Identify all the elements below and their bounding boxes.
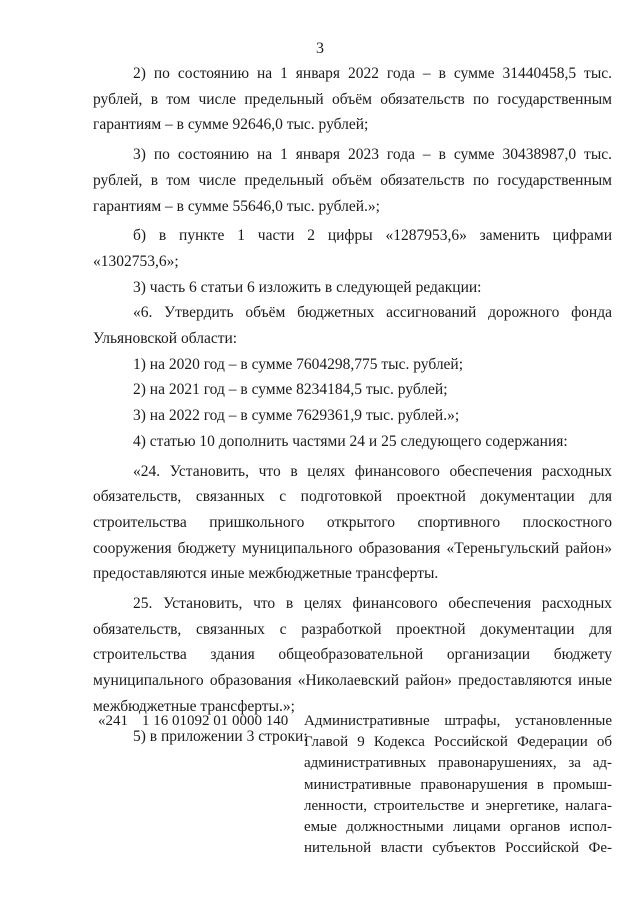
paragraph-amendment-b: б) в пункте 1 части 2 цифры «1287953,6» заменить цифрами «1302753,6»; [93, 227, 612, 270]
description-line: Административные штрафы, установленные [304, 713, 612, 729]
paragraph-debt-limit-2022: 2) по состоянию на 1 января 2022 года – в сумме 31440458,5 тыс. рублей, в том числе предельный объём обязательств по государственным гарантиям – в сумме 92646,0 тыс. рублей; [93, 65, 612, 134]
description-line: нительной власти субъектов Российской Фе- [304, 840, 612, 857]
description-line: министративные правонарушения в промыш- [304, 776, 612, 793]
paragraph-item-5: 5) в приложении 3 строки: [133, 727, 308, 745]
paragraph-item-3: 3) часть 6 статьи 6 изложить в следующей редакции: [133, 278, 482, 296]
page-number: 3 [316, 40, 324, 57]
description-line: емые должностными лицами органов испол- [304, 819, 612, 836]
paragraph-part-24: «24. Установить, что в целях финансового обеспечения расходных обязательств, связанных с подготовкой проектной документации для строительства пришкольного открытого спортивного плоскостного сооружения бюджету муниципального образования «Тереньгульский район» предоставляются иные межбюджетные трансферты. [93, 462, 612, 583]
paragraph-debt-limit-2023: 3) по состоянию на 1 января 2023 года – в сумме 30438987,0 тыс. рублей, в том числе предельный объём обязательств по государственным гарантиям – в сумме 55646,0 тыс. рублей.»; [93, 146, 612, 215]
paragraph-item-4: 4) статью 10 дополнить частями 24 и 25 следующего содержания: [133, 432, 568, 450]
admin-code: «241 [98, 713, 128, 729]
code-column [98, 711, 288, 732]
document-body [93, 61, 612, 749]
paragraph-road-fund-2020: 1) на 2020 год – в сумме 7604298,775 тыс. рублей; [133, 355, 464, 373]
paragraph-part-25: 25. Установить, что в целях финансового обеспечения расходных обязательств, связанных с разработкой проектной документации для строительства здания общеобразовательной организации бюджету муниципального образования «Николаевский район» предоставляются иные межбюджетные трансферты.»; [93, 595, 612, 715]
paragraph-road-fund-2022: 3) на 2022 год – в сумме 7629361,9 тыс. рублей.»; [133, 407, 460, 425]
description-column [304, 711, 612, 859]
description-line: ленности, строительстве и энергетике, налага- [304, 797, 612, 814]
description-line: административных правонарушениях, за ад- [304, 755, 612, 772]
description-line: Главой 9 Кодекса Российской Федерации об [304, 734, 612, 751]
paragraph-road-fund: «6. Утвердить объём бюджетных ассигнований дорожного фонда Ульяновской области: [93, 304, 612, 348]
paragraph-road-fund-2021: 2) на 2021 год – в сумме 8234184,5 тыс. рублей; [133, 381, 448, 399]
budget-classification-code: 1 16 01092 01 0000 140 [142, 713, 289, 729]
